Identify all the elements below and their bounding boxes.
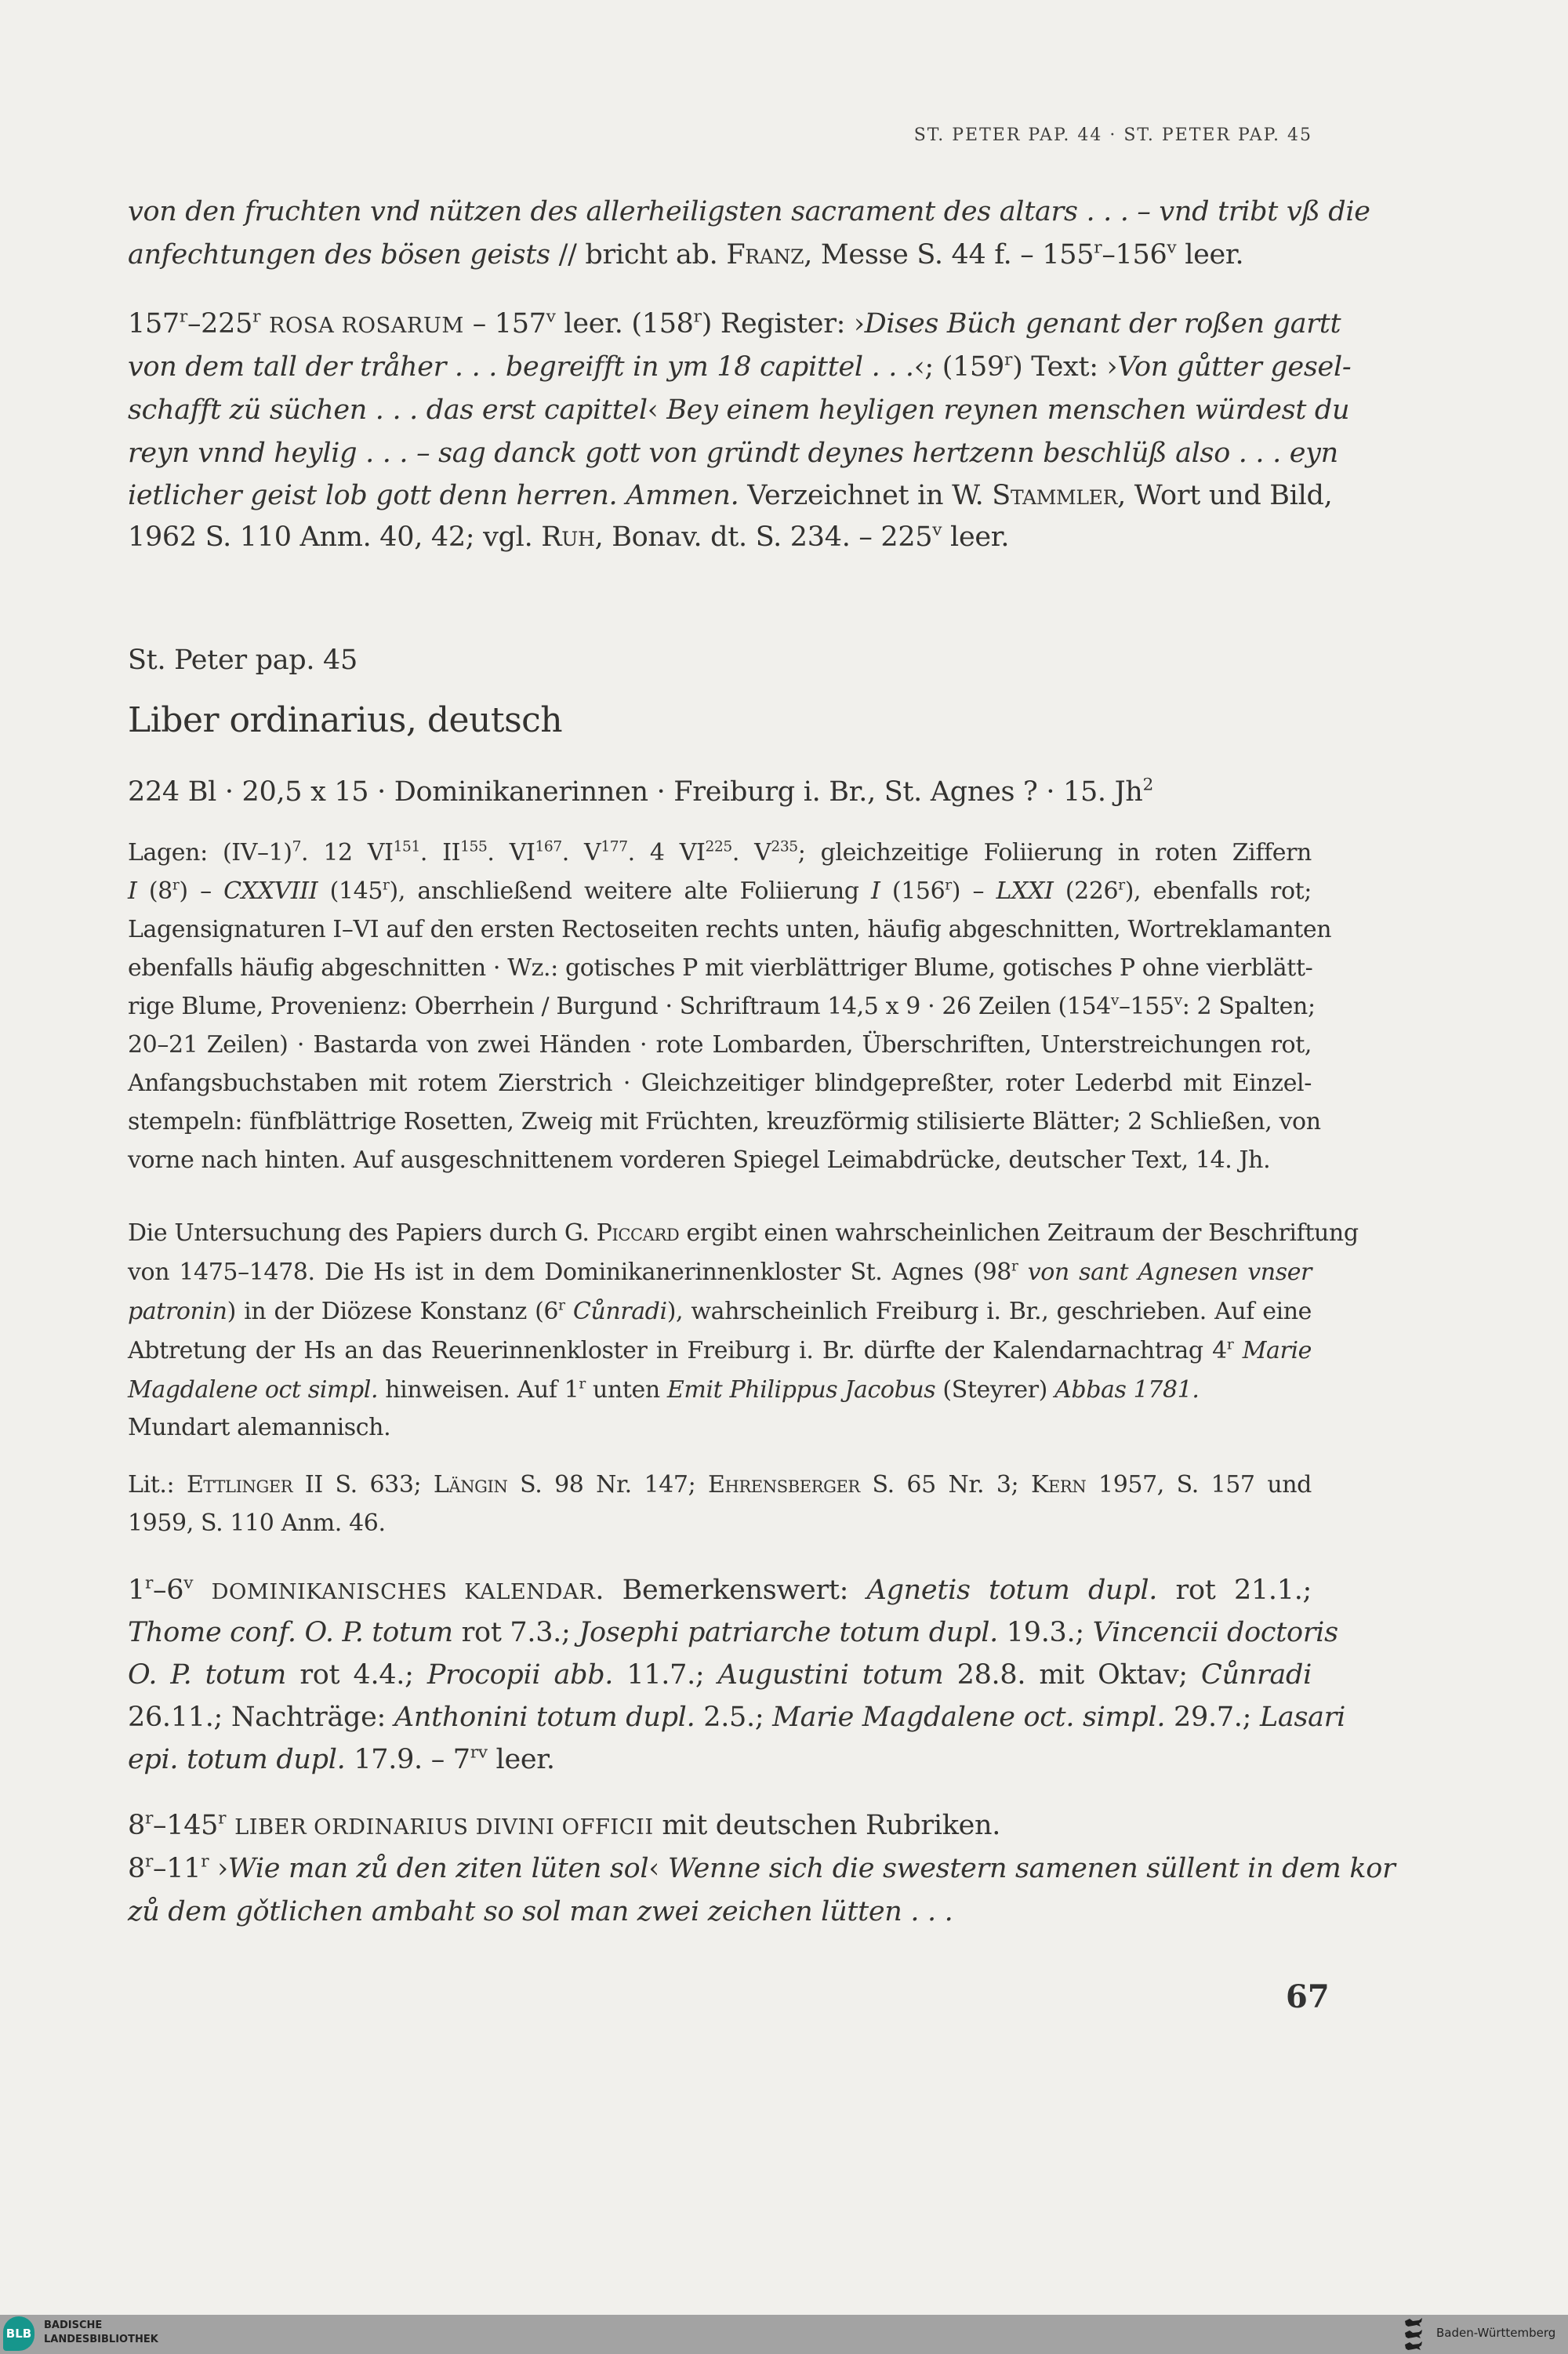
- folio-superscript: r: [1094, 238, 1102, 258]
- folio-superscript: r: [144, 1573, 154, 1593]
- folio-superscript: r: [693, 307, 702, 327]
- text-run: Franz: [726, 239, 804, 271]
- text-run: . Bemerkenswert:: [595, 1575, 867, 1606]
- folio-superscript: 155: [460, 838, 488, 856]
- text-line: [128, 480, 1333, 511]
- text-run: ; gleichzeitige Foliierung in roten Ziffern: [797, 839, 1312, 866]
- text-run: 17.9. – 7: [345, 1744, 470, 1775]
- folio-superscript: 151: [393, 838, 420, 856]
- folio-superscript: r: [558, 1297, 565, 1314]
- text-run: Lit.:: [128, 1471, 187, 1498]
- text-line: [128, 1146, 1312, 1174]
- text-run: Procopii abb.: [426, 1659, 614, 1691]
- folio-superscript: v: [546, 307, 556, 327]
- text-run: Lagen: (IV–1): [128, 839, 292, 866]
- text-run: 157: [128, 308, 180, 340]
- text-run: Augustini totum: [717, 1659, 944, 1691]
- text-run: S. 65 Nr. 3;: [859, 1471, 1031, 1498]
- text-run: , Messe S. 44 f. – 155: [804, 239, 1094, 271]
- text-line: [128, 1298, 1312, 1325]
- text-run: –145: [153, 1810, 219, 1841]
- text-line: [128, 307, 1341, 340]
- text-run: Abtretung der Hs an das Reuerinnenkloster in Freiburg i. Br. dürfte der Kalendarnachtrag 4: [128, 1337, 1227, 1364]
- text-line: [128, 1414, 1312, 1441]
- text-line: [128, 239, 1312, 271]
- text-run: rige Blume, Provenienz: Oberrhein / Burgund · Schriftraum 14,5 x 9 · 26 Zeilen (154: [128, 993, 1111, 1020]
- folio-superscript: r: [144, 1851, 154, 1872]
- folio-superscript: r: [1011, 1258, 1018, 1275]
- folio-superscript: r: [383, 877, 390, 894]
- text-run: DOMINIKANISCHES KALENDAR: [211, 1580, 596, 1604]
- text-run: . II: [419, 839, 461, 866]
- folio-superscript: r: [218, 1808, 227, 1829]
- text-run: Josephi patriarche totum dupl.: [579, 1617, 998, 1648]
- folio-superscript: rv: [470, 1742, 488, 1763]
- text-run: Piccard: [596, 1219, 680, 1247]
- shelfmark: St. Peter pap. 45: [128, 645, 358, 676]
- text-run: 11.7.;: [613, 1659, 718, 1691]
- text-run: Dises Büch genant der roßen gartt: [864, 308, 1341, 340]
- text-run: leer. (158: [555, 308, 694, 340]
- text-run: [1018, 1259, 1027, 1286]
- folio-superscript: r: [1004, 350, 1013, 370]
- manuscript-title: Liber ordinarius, deutsch: [128, 700, 563, 740]
- text-run: ), ebenfalls rot;: [1124, 877, 1312, 905]
- text-run: . VI: [487, 839, 535, 866]
- text-run: 8: [128, 1853, 145, 1884]
- text-run: –6: [153, 1575, 184, 1606]
- text-run: [565, 1298, 573, 1325]
- text-run: von dem tall der tråher . . . begreifft in ym 18 capittel . . .: [128, 351, 914, 383]
- text-run: II S. 633;: [292, 1471, 434, 1498]
- text-line: [128, 1471, 1312, 1498]
- text-run: –225: [187, 308, 253, 340]
- text-line: [128, 839, 1312, 866]
- text-line: [128, 916, 1332, 943]
- text-run: reyn vnnd heylig . . . – sag danck gott von gründt deynes hertzenn beschlüß also . . . eyn: [128, 438, 1338, 469]
- text-run: Cůnradi: [1201, 1659, 1312, 1691]
- text-run: (145: [318, 877, 383, 905]
- text-run: von 1475–1478. Die Hs ist in dem Dominikanerinnenkloster St. Agnes (98: [128, 1259, 1011, 1286]
- text-run: ), wahrscheinlich Freiburg i. Br., geschrieben. Auf eine: [666, 1298, 1312, 1325]
- text-run: schafft zü süchen . . . das erst capittel: [128, 394, 648, 426]
- text-line: [128, 394, 1350, 426]
- folio-superscript: r: [201, 1851, 209, 1872]
- text-run: mit deutschen Rubriken.: [653, 1810, 1001, 1841]
- text-run: Stammler: [992, 480, 1118, 511]
- text-run: Ehrensberger: [707, 1471, 860, 1498]
- text-run: Kern: [1030, 1471, 1087, 1498]
- text-line: [128, 1659, 1312, 1691]
- text-run: Cůnradi: [572, 1298, 667, 1325]
- text-run: ‹; (159: [913, 351, 1004, 383]
- folio-superscript: r: [144, 1808, 154, 1829]
- text-run: 8: [128, 1810, 145, 1841]
- text-run: ebenfalls häufig abgeschnitten · Wz.: gotisches P mit vierblättriger Blume, gotisches P ohne vierblätt-: [128, 954, 1313, 982]
- text-line: [128, 1219, 1359, 1247]
- text-run: 2.5.;: [695, 1702, 773, 1733]
- text-line: [128, 1810, 1312, 1841]
- running-head: ST. PETER PAP. 44 · ST. PETER PAP. 45: [913, 125, 1312, 145]
- folio-superscript: r: [945, 877, 952, 894]
- text-line: [128, 776, 1312, 808]
- text-run: leer.: [942, 521, 1010, 553]
- text-run: : 2 Spalten;: [1181, 993, 1316, 1020]
- text-run: 28.8. mit Oktav;: [943, 1659, 1202, 1691]
- text-line: [128, 992, 1316, 1020]
- text-run: (226: [1053, 877, 1119, 905]
- folio-superscript: 7: [292, 838, 302, 856]
- folio-superscript: v: [1174, 992, 1182, 1009]
- folio-superscript: v: [183, 1573, 194, 1593]
- text-run: Von gůtter gesel-: [1117, 351, 1352, 383]
- text-run: ), anschließend weitere alte Foliierung: [389, 877, 872, 905]
- text-run: (Steyrer): [935, 1376, 1055, 1404]
- text-run: . V: [561, 839, 601, 866]
- blb-logo-badge: BLB: [3, 2316, 34, 2351]
- text-run: I: [128, 877, 137, 905]
- page-number: 67: [1286, 1978, 1330, 2015]
- text-run: –155: [1118, 993, 1174, 1020]
- folio-superscript: 225: [705, 838, 732, 856]
- blb-logo-line1: BADISCHE: [44, 2319, 103, 2331]
- text-run: 1962 S. 110 Anm. 40, 42; vgl.: [128, 521, 542, 553]
- text-run: 29.7.;: [1165, 1702, 1260, 1733]
- text-line: [128, 1259, 1312, 1286]
- text-line: [128, 1376, 1312, 1404]
- text-line: [128, 1617, 1338, 1648]
- text-line: [128, 954, 1312, 982]
- text-run: Ruh: [541, 521, 595, 553]
- folio-superscript: v: [1110, 992, 1119, 1009]
- text-run: ietlicher geist lob gott denn herren. Ammen.: [128, 480, 739, 511]
- folio-superscript: r: [252, 307, 261, 327]
- text-run: Anfangsbuchstaben mit rotem Zierstrich · Gleichzeitiger blindgepreßter, roter Lederbd mit Einzel-: [128, 1070, 1312, 1097]
- text-run: ‹: [647, 394, 667, 426]
- text-run: ergibt einen wahrscheinlichen Zeitraum der Beschriftung: [679, 1219, 1359, 1247]
- text-run: von den fruchten vnd nützen des allerheiligsten sacrament des altars . . . – vnd tribt vß die: [128, 196, 1370, 227]
- text-line: [128, 521, 1312, 553]
- text-run: 26.11.; Nachträge:: [128, 1702, 394, 1733]
- text-run: leer.: [487, 1744, 555, 1775]
- text-run: –156: [1102, 239, 1167, 271]
- text-run: patronin: [128, 1298, 227, 1325]
- text-run: Mundart alemannisch.: [128, 1414, 391, 1441]
- folio-superscript: r: [1118, 877, 1125, 894]
- text-run: Die Untersuchung des Papiers durch G.: [128, 1219, 597, 1247]
- lions-crest-icon: [1403, 2316, 1424, 2352]
- text-run: zů dem gǒtlichen ambaht so sol man zwei zeichen lütten . . .: [128, 1896, 953, 1927]
- text-line: [128, 1575, 1312, 1606]
- text-run: Lagensignaturen I–VI auf den ersten Rectoseiten rechts unten, häufig abgeschnitten, Wortreklamanten: [128, 916, 1332, 943]
- text-run: CXXVIII: [223, 877, 318, 905]
- text-run: ‹: [648, 1853, 668, 1884]
- text-run: vorne nach hinten. Auf ausgeschnittenem vorderen Spiegel Leimabdrücke, deutscher Text, 14. Jh.: [128, 1146, 1271, 1174]
- text-run: – 157: [463, 308, 546, 340]
- text-line: [128, 1509, 1312, 1537]
- text-run: S. 98 Nr. 147;: [507, 1471, 708, 1498]
- text-run: rot 21.1.;: [1157, 1575, 1312, 1606]
- text-run: . 12 VI: [301, 839, 394, 866]
- text-run: unten: [585, 1376, 667, 1404]
- text-run: Bey einem heyligen reynen menschen würdest du: [666, 394, 1350, 426]
- text-run: hinweisen. Auf 1: [378, 1376, 579, 1404]
- text-run: Anthonini totum dupl.: [394, 1702, 695, 1733]
- blb-logo-text: [44, 2319, 158, 2347]
- text-run: . V: [731, 839, 771, 866]
- text-run: epi. totum dupl.: [128, 1744, 346, 1775]
- text-run: ) –: [951, 877, 996, 905]
- text-line: [128, 1070, 1312, 1097]
- text-run: [226, 1810, 234, 1841]
- text-run: ›: [209, 1853, 228, 1884]
- folio-superscript: r: [579, 1375, 586, 1393]
- text-run: stempeln: fünfblättrige Rosetten, Zweig mit Früchten, kreuzförmig stilisierte Blätter; 2 Schließen, von: [128, 1108, 1321, 1135]
- text-line: [128, 1337, 1312, 1364]
- text-run: ROSA ROSARUM: [269, 314, 464, 338]
- text-run: 1957, S. 157 und: [1086, 1471, 1312, 1498]
- text-run: Wie man zů den ziten lüten sol: [227, 1853, 649, 1884]
- text-run: Marie Magdalene oct. simpl.: [772, 1702, 1166, 1733]
- text-run: LIBER ORDINARIUS DIVINI OFFICII: [234, 1815, 654, 1840]
- text-run: LXXI: [996, 877, 1054, 905]
- text-run: 20–21 Zeilen) · Bastarda von zwei Händen · rote Lombarden, Überschriften, Unterstreichungen rot,: [128, 1031, 1312, 1059]
- text-run: leer.: [1176, 239, 1244, 271]
- text-run: Lasari: [1259, 1702, 1345, 1733]
- text-line: [128, 350, 1352, 383]
- bw-logo-text: Baden-Württemberg: [1436, 2326, 1556, 2340]
- text-line: [128, 1031, 1312, 1059]
- text-run: Emit Philippus Jacobus: [666, 1376, 936, 1404]
- text-run: I: [871, 877, 880, 905]
- folio-superscript: 167: [535, 838, 562, 856]
- folio-superscript: r: [179, 307, 187, 327]
- text-run: 19.3.;: [997, 1617, 1093, 1648]
- text-line: [128, 877, 1312, 905]
- text-run: Vincencii doctoris: [1092, 1617, 1338, 1648]
- text-line: [128, 1744, 1312, 1775]
- text-run: Thome conf. O. P. totum: [128, 1617, 453, 1648]
- folio-superscript: 2: [1142, 775, 1154, 795]
- text-run: 1959, S. 110 Anm. 46.: [128, 1509, 386, 1537]
- text-line: [128, 1896, 1312, 1927]
- text-run: . 4 VI: [627, 839, 706, 866]
- text-run: Ettlinger: [186, 1471, 293, 1498]
- text-line: [128, 1108, 1321, 1135]
- folio-superscript: 235: [771, 838, 798, 856]
- text-run: Längin: [433, 1471, 508, 1498]
- text-run: Wenne sich die swestern samenen süllent in dem kor: [667, 1853, 1396, 1884]
- text-run: ) –: [179, 877, 224, 905]
- text-line: [128, 196, 1370, 227]
- text-run: // bricht ab.: [550, 239, 727, 271]
- text-run: Verzeichnet in W.: [739, 480, 993, 511]
- text-run: Marie: [1242, 1337, 1312, 1364]
- text-run: 224 Bl · 20,5 x 15 · Dominikanerinnen · Freiburg i. Br., St. Agnes ? · 15. Jh: [128, 776, 1143, 808]
- footer-bar: [0, 2315, 1568, 2354]
- text-run: , Bonav. dt. S. 234. – 225: [594, 521, 933, 553]
- text-run: –11: [153, 1853, 201, 1884]
- text-run: rot 7.3.;: [452, 1617, 579, 1648]
- folio-superscript: v: [1167, 238, 1177, 258]
- folio-superscript: v: [932, 520, 942, 540]
- text-run: Abbas 1781.: [1054, 1376, 1200, 1404]
- text-run: [193, 1575, 211, 1606]
- text-line: [128, 1851, 1396, 1884]
- text-line: [128, 438, 1338, 469]
- text-run: ) Register: ›: [701, 308, 865, 340]
- folio-superscript: 177: [601, 838, 628, 856]
- folio-superscript: r: [172, 877, 180, 894]
- folio-superscript: r: [1226, 1336, 1234, 1353]
- text-run: (156: [880, 877, 946, 905]
- text-run: (8: [136, 877, 172, 905]
- text-run: anfechtungen des bösen geists: [128, 239, 550, 271]
- text-run: [1233, 1337, 1242, 1364]
- blb-logo-line2: LANDESBIBLIOTHEK: [44, 2334, 158, 2345]
- text-run: O. P. totum: [128, 1659, 287, 1691]
- text-line: [128, 1702, 1345, 1733]
- text-run: [260, 308, 269, 340]
- text-run: Agnetis totum dupl.: [866, 1575, 1158, 1606]
- text-run: , Wort und Bild,: [1117, 480, 1333, 511]
- text-run: Magdalene oct simpl.: [128, 1376, 379, 1404]
- text-run: 1: [128, 1575, 145, 1606]
- text-run: ) in der Diözese Konstanz (6: [227, 1298, 559, 1325]
- text-run: ) Text: ›: [1012, 351, 1118, 383]
- text-run: rot 4.4.;: [286, 1659, 427, 1691]
- text-run: von sant Agnesen vnser: [1027, 1259, 1312, 1286]
